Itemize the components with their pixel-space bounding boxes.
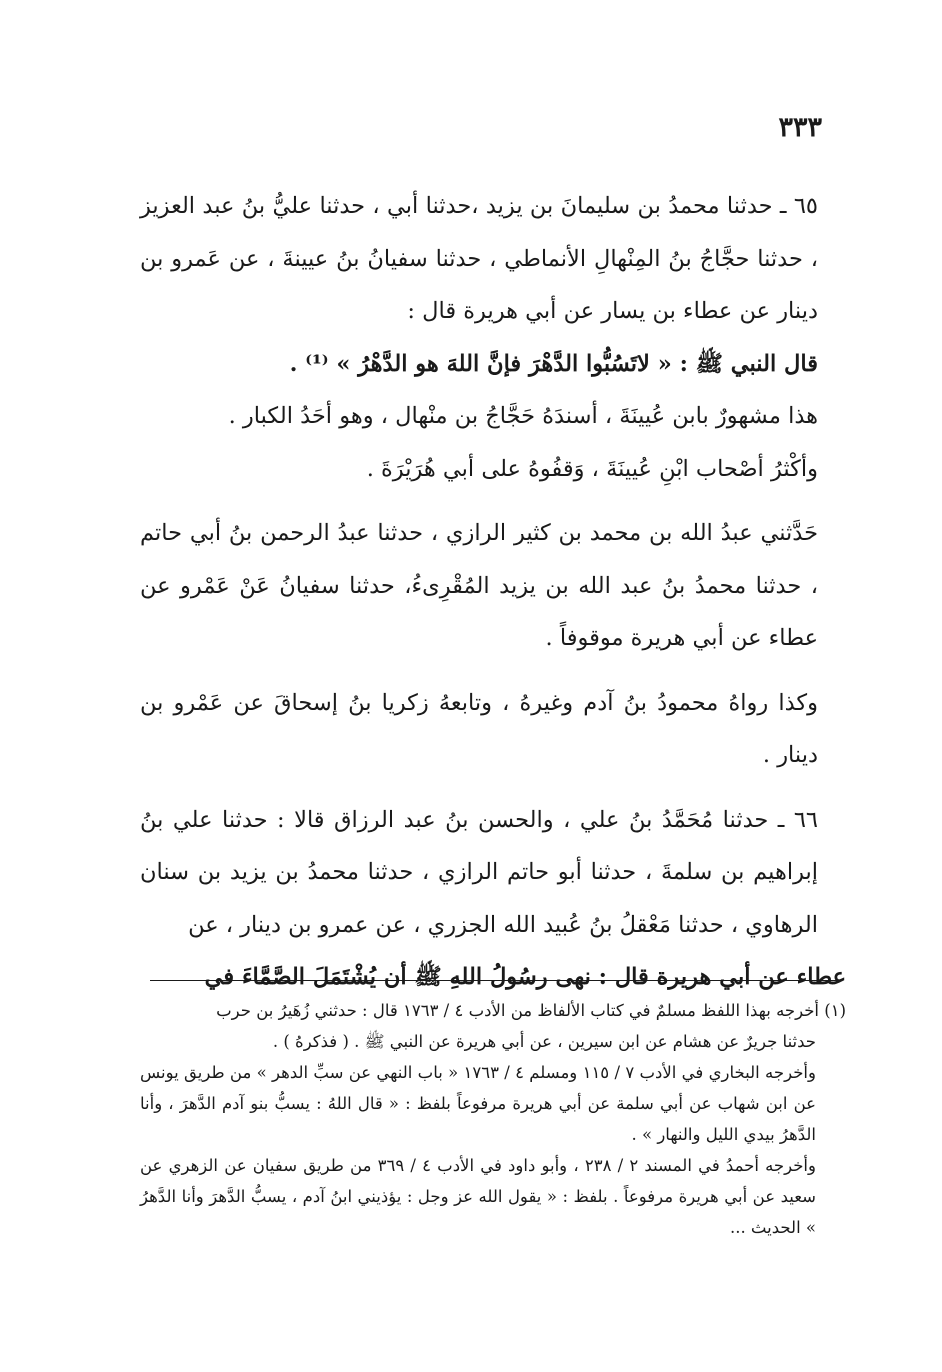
footnotes: [140, 995, 846, 1243]
footnote-divider: [150, 980, 840, 981]
footnote-1-line-2: حدثنا جريرٌ عن هشام عن ابن سيرين ، عن أبي هريرة عن النبي ﷺ . ( فذكرهُ ) .: [272, 1032, 816, 1051]
narration-mutabaa: وكذا رواهُ محمودُ بنُ آدم وغيرهُ ، وتابعهُ زكريا بنُ إسحاقَ عن عَمْرو بن دينار .: [140, 689, 818, 768]
footnote-1-line-1: (١) أخرجه بهذا اللفظ مسلمٌ في كتاب الألفاظ من الأدب ٤ / ١٧٦٣ قال : حدثني زُهَيرُ بن حرب: [216, 1001, 846, 1020]
hadith-66-chain: ٦٦ ـ حدثنا مُحَمَّدُ بنُ علي ، والحسن بنُ عبد الرزاق قالا : حدثنا علي بنُ إبراهيم بن سلمةَ ، حدثنا أبو حاتم الرازي ، حدثنا محمدُ بن يزيد بن سنان الرهاوي ، حدثنا مَعْقلُ بنُ عُبيد الله الجزري ، عن عمرو بن دينار ، عن: [140, 806, 818, 938]
main-text: [140, 180, 846, 1004]
narration-mawquf: حَدَّثني عبدُ الله بن محمد بن كثير الرازي ، حدثنا عبدُ الرحمن بنُ أبي حاتم ، حدثنا محمدُ بنُ عبد الله بن يزيد المُقْرِىءُ، حدثنا سفيانُ عَنْ عَمْرو عن عطاء عن أبي هريرة موقوفاً .: [140, 520, 818, 651]
commentary-1: هذا مشهورٌ بابن عُيينَةَ ، أسندَهُ حَجَّاجُ بن منْهال ، وهو أحَدُ الكبار .: [228, 403, 818, 429]
page-number: ٣٣٣: [778, 112, 822, 143]
commentary-2: وأكْثرُ أصْحاب ابْنِ عُيينَةَ ، وَقفُوهُ على أبي هُرَيْرَةَ .: [366, 455, 818, 482]
footnote-1-ahmad: وأخرجه أحمدُ في المسند ٢ / ٢٣٨ ، وأبو داود في الأدب ٤ / ٣٦٩ من طريق سفيان عن الزهري عن سعيد عن أبي هريرة مرفوعاً . بلفظ : « يقول الله عز وجل : يؤذيني ابنُ آدم ، يسبُّ الدَّهرَ وأنا الدَّهرُ » الحديث ...: [140, 1156, 816, 1237]
hadith-65-text: قال النبي ﷺ : « لاتَسُبُّوا الدَّهْرَ فإنَّ اللهَ هو الدَّهْرُ » ⁽¹⁾ .: [289, 350, 818, 377]
hadith-65-chain: ٦٥ ـ حدثنا محمدُ بن سليمانَ بن يزيد ،حدثنا أبي ، حدثنا عليُّ بنُ عبد العزيز ، حدثنا حجَّاجُ بنُ المِنْهالِ الأنماطي ، حدثنا سفيانُ بنُ عيينةَ ، عن عَمرو بن دينار عن عطاء بن يسار عن أبي هريرة قال :: [140, 193, 818, 324]
footnote-1-bukhari: وأخرجه البخاري في الأدب ٧ / ١١٥ ومسلم ٤ / ١٧٦٣ « باب النهي عن سبِّ الدهر » من طريق يونس عن ابن شهاب عن أبي سلمة عن أبي هريرة مرفوعاً بلفظ : « قال اللهُ : يسبُّ بنو آدم الدَّهرَ ، وأنا الدَّهرُ بيدي الليل والنهار » .: [140, 1063, 816, 1144]
hadith-66-text: عطاء عن أبي هريرة قال : نهى رسُولُ اللهِ ﷺ أن يُشْتَمَلَ الصَّمَّاءَ في: [204, 964, 846, 990]
